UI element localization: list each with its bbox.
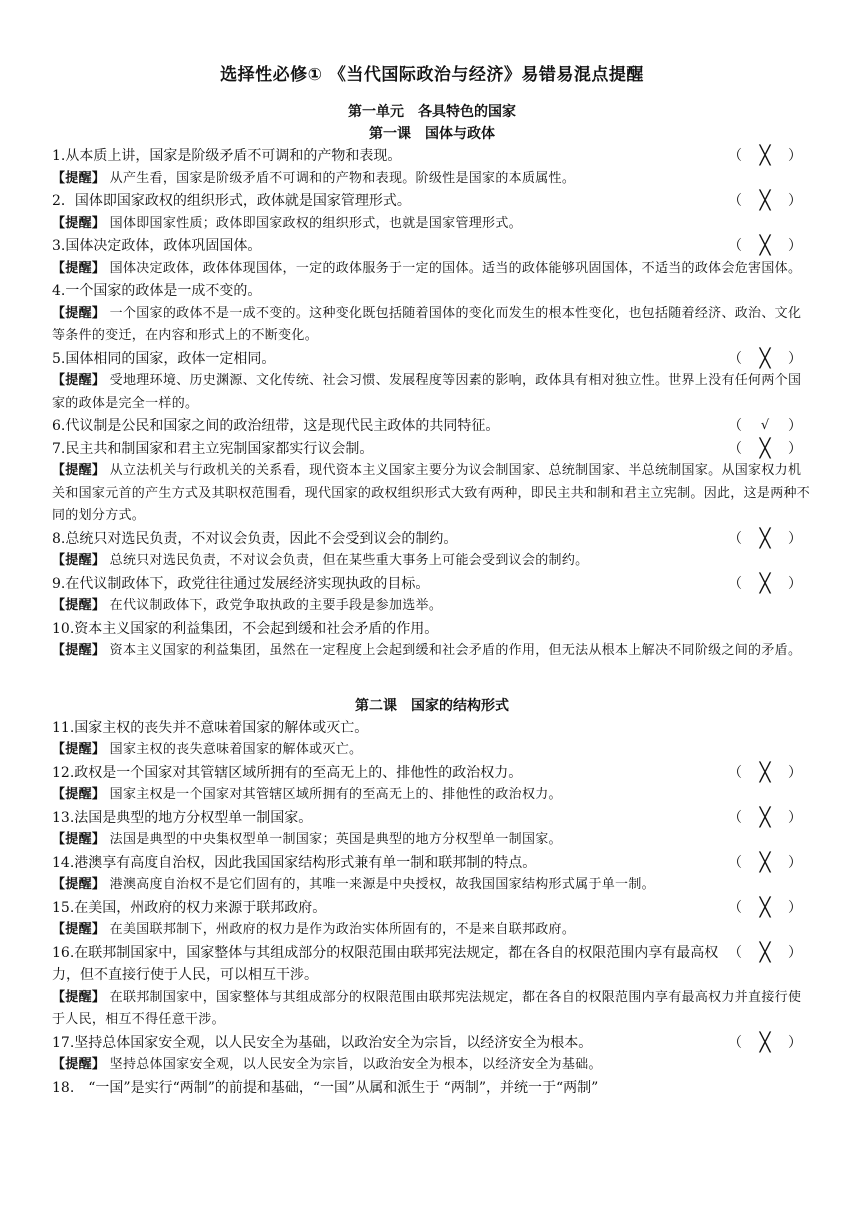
question-text: 13.法国是典型的地方分权型单一制国家。 (52, 809, 313, 826)
question-text: 1.从本质上讲，国家是阶级矛盾不可调和的产物和表现。 (52, 148, 402, 164)
question-text: 14.港澳享有高度自治权，因此我国国家结构形式兼有单一制和联邦制的特点。 (52, 854, 537, 871)
paren-open: （ (728, 238, 742, 254)
question-text: 8.总统只对选民负责，不对议会负责，因此不会受到议会的制约。 (52, 530, 458, 547)
answer-bracket (728, 762, 802, 785)
cross-mark-icon: ╳ (759, 235, 771, 256)
tip-label: 【提醒】 (52, 832, 106, 847)
question-text: 3.国体决定政体，政体巩固国体。 (52, 238, 262, 254)
question-item (52, 717, 812, 740)
question-text: 15.在美国，州政府的权力来源于联邦政府。 (52, 899, 327, 916)
answer-bracket (728, 415, 802, 438)
tip-text: 在代议制政体下，政党争取执政的主要手段是参加选举。 (109, 598, 443, 613)
tip-paragraph (52, 874, 812, 897)
question-item (52, 235, 812, 258)
tip-label: 【提醒】 (52, 553, 106, 568)
paren-close: ） (788, 238, 802, 254)
paren-close: ） (788, 809, 802, 826)
answer-bracket (728, 145, 802, 168)
answer-bracket (728, 1032, 802, 1055)
question-item (52, 145, 812, 168)
question-item (52, 807, 812, 830)
question-item (52, 897, 812, 920)
question-item (52, 528, 812, 551)
tip-paragraph (52, 987, 812, 1032)
question-item (52, 618, 812, 641)
cross-mark-icon: ╳ (759, 190, 771, 211)
cross-mark-icon: ╳ (759, 851, 771, 873)
answer-bracket (728, 942, 802, 965)
answer-bracket (728, 348, 802, 371)
tip-paragraph (52, 919, 812, 942)
tip-text: 在美国联邦制下，州政府的权力是作为政治实体所固有的，不是来自联邦政府。 (109, 922, 576, 937)
tip-text: 国家主权的丧失意味着国家的解体或灭亡。 (109, 742, 363, 757)
tip-text: 一个国家的政体不是一成不变的。这种变化既包括随着国体的变化而发生的根本性变化，也包括随着经济、政治、文化等条件的变迁，在内容和形式上的不断变化。 (52, 305, 802, 343)
tip-paragraph (52, 550, 812, 573)
question-text: 11.国家主权的丧失并不意味着国家的解体或灭亡。 (52, 719, 369, 736)
cross-mark-icon: ╳ (759, 941, 771, 963)
question-text: 2．国体即国家政权的组织形式，政体就是国家管理形式。 (52, 193, 411, 209)
cross-mark-icon: ╳ (759, 572, 771, 594)
paren-close: ） (788, 440, 802, 457)
tip-label: 【提醒】 (52, 989, 106, 1005)
answer-bracket (728, 807, 802, 830)
cross-mark-icon: ╳ (759, 347, 771, 369)
tip-text: 总统只对选民负责，不对议会负责，但在某些重大事务上可能会受到议会的制约。 (109, 553, 589, 568)
tip-label: 【提醒】 (52, 463, 106, 478)
tip-paragraph (52, 303, 812, 348)
paren-open: （ (728, 148, 742, 164)
tip-paragraph (52, 1054, 812, 1077)
paren-open: （ (728, 899, 742, 916)
question-text: 5.国体相同的国家，政体一定相同。 (52, 350, 276, 367)
tip-text: 在联邦制国家中，国家整体与其组成部分的权限范围由联邦宪法规定，都在各自的权限范围内享有最高权力并直接行使于人民，相互不得任意干涉。 (52, 989, 802, 1027)
paren-open: （ (728, 1034, 742, 1051)
tip-paragraph (52, 258, 812, 281)
tip-label: 【提醒】 (52, 373, 106, 388)
paren-close: ） (788, 899, 802, 916)
question-text: 18. “一国”是实行“两制”的前提和基础，“一国”从属和派生于 “两制”，并统一于“两制” (52, 1079, 599, 1096)
answer-bracket (728, 573, 802, 596)
question-text: 7.民主共和制国家和君主立宪制国家都实行议会制。 (52, 440, 374, 457)
paren-close: ） (788, 575, 802, 592)
tip-paragraph (52, 784, 812, 807)
paren-close: ） (787, 418, 802, 434)
answer-bracket (728, 528, 802, 551)
answer-bracket (728, 852, 802, 875)
tip-paragraph (52, 640, 812, 663)
cross-mark-icon: ╳ (759, 806, 771, 828)
cross-mark-icon: ╳ (759, 527, 771, 549)
question-item (52, 1032, 812, 1055)
paren-close: ） (788, 944, 802, 961)
lesson-heading-1: 第一课 国体与政体 (369, 126, 495, 142)
question-text: 10.资本主义国家的利益集团，不会起到缓和社会矛盾的作用。 (52, 620, 439, 637)
question-item (52, 573, 812, 596)
paren-open: （ (728, 575, 742, 592)
paren-open: （ (728, 193, 742, 209)
paren-close: ） (788, 764, 802, 781)
check-mark-icon: √ (760, 418, 770, 433)
paren-open: （ (728, 440, 742, 457)
cross-mark-icon: ╳ (759, 1031, 771, 1053)
question-item (52, 852, 812, 875)
paren-close: ） (788, 854, 802, 871)
tip-label: 【提醒】 (52, 215, 106, 231)
question-item (52, 280, 812, 303)
paren-open: （ (728, 350, 742, 367)
paren-open: （ (728, 764, 742, 781)
question-item (52, 190, 812, 213)
tip-paragraph (52, 460, 812, 528)
paren-close: ） (788, 1034, 802, 1051)
question-item (52, 1077, 812, 1100)
tip-label: 【提醒】 (52, 787, 106, 802)
answer-bracket (728, 235, 802, 258)
tip-label: 【提醒】 (52, 305, 106, 321)
tip-paragraph (52, 595, 812, 618)
paren-open: （ (728, 418, 742, 434)
cross-mark-icon: ╳ (759, 761, 771, 783)
paren-close: ） (788, 193, 802, 209)
tip-text: 坚持总体国家安全观，以人民安全为宗旨，以政治安全为根本，以经济安全为基础。 (109, 1057, 602, 1072)
cross-mark-icon: ╳ (759, 896, 771, 918)
tip-label: 【提醒】 (52, 643, 106, 658)
tip-text: 从立法机关与行政机关的关系看，现代资本主义国家主要分为议会制国家、总统制国家、半总统制国家。从国家权力机关和国家元首的产生方式及其职权范围看，现代国家的政权组织形式大致有两种，即民主共和制和君主立宪制。因此，这是两种不同的划分方式。 (52, 463, 811, 523)
tip-label: 【提醒】 (52, 742, 106, 757)
paren-close: ） (788, 350, 802, 367)
tip-text: 从产生看，国家是阶级矛盾不可调和的产物和表现。阶级性是国家的本质属性。 (109, 170, 576, 186)
tip-text: 国体即国家性质；政体即国家政权的组织形式，也就是国家管理形式。 (109, 215, 522, 231)
question-text: 16.在联邦制国家中，国家整体与其组成部分的权限范围由联邦宪法规定，都在各自的权限范围内享有最高权力，但不直接行使于人民，可以相互干涉。 (52, 944, 719, 983)
question-text: 17.坚持总体国家安全观，以人民安全为基础，以政治安全为宗旨，以经济安全为根本。 (52, 1034, 593, 1051)
lesson-heading-2: 第二课 国家的结构形式 (355, 697, 509, 714)
paren-close: ） (788, 530, 802, 547)
tip-text: 受地理环境、历史渊源、文化传统、社会习惯、发展程度等因素的影响，政体具有相对独立性。世界上没有任何两个国家的政体是完全一样的。 (52, 373, 802, 411)
paren-open: （ (728, 530, 742, 547)
tip-text: 法国是典型的中央集权型单一制国家；英国是典型的地方分权型单一制国家。 (109, 832, 562, 847)
tip-text: 资本主义国家的利益集团，虽然在一定程度上会起到缓和社会矛盾的作用，但无法从根本上解决不同阶级之间的矛盾。 (109, 643, 802, 658)
tip-label: 【提醒】 (52, 598, 106, 613)
tip-paragraph (52, 168, 812, 191)
answer-bracket (728, 190, 802, 213)
tip-paragraph (52, 370, 812, 415)
question-list-lesson-2 (52, 717, 812, 1100)
question-list-lesson-1 (52, 145, 812, 663)
tip-label: 【提醒】 (52, 170, 106, 186)
paren-open: （ (728, 854, 742, 871)
tip-text: 国体决定政体，政体体现国体，一定的政体服务于一定的国体。适当的政体能够巩固国体，不适当的政体会危害国体。 (109, 260, 802, 276)
tip-text: 国家主权是一个国家对其管辖区域所拥有的至高无上的、排他性的政治权力。 (109, 787, 562, 802)
paren-open: （ (728, 944, 742, 961)
tip-label: 【提醒】 (52, 877, 106, 892)
tip-paragraph (52, 829, 812, 852)
tip-label: 【提醒】 (52, 1057, 106, 1072)
question-item (52, 942, 812, 987)
question-item (52, 415, 812, 438)
question-text: 6.代议制是公民和国家之间的政治纽带，这是现代民主政体的共同特征。 (52, 418, 500, 434)
question-item (52, 762, 812, 785)
cross-mark-icon: ╳ (759, 437, 771, 459)
document-title: 选择性必修① 《当代国际政治与经济》易错易混点提醒 (220, 65, 644, 85)
tip-label: 【提醒】 (52, 260, 106, 276)
question-item (52, 348, 812, 371)
answer-bracket (728, 897, 802, 920)
unit-heading: 第一单元 各具特色的国家 (348, 104, 516, 120)
paren-close: ） (788, 148, 802, 164)
question-text: 4.一个国家的政体是一成不变的。 (52, 283, 262, 299)
document-page (52, 60, 812, 1099)
tip-paragraph (52, 213, 812, 236)
tip-label: 【提醒】 (52, 922, 106, 937)
tip-paragraph (52, 739, 812, 762)
answer-bracket (728, 438, 802, 461)
tip-text: 港澳高度自治权不是它们固有的，其唯一来源是中央授权，故我国国家结构形式属于单一制。 (109, 877, 655, 892)
question-item (52, 438, 812, 461)
question-text: 12.政权是一个国家对其管辖区域所拥有的至高无上的、排他性的政治权力。 (52, 764, 523, 781)
question-text: 9.在代议制政体下，政党往往通过发展经济实现执政的目标。 (52, 575, 430, 592)
paren-open: （ (728, 809, 742, 826)
cross-mark-icon: ╳ (759, 145, 771, 166)
